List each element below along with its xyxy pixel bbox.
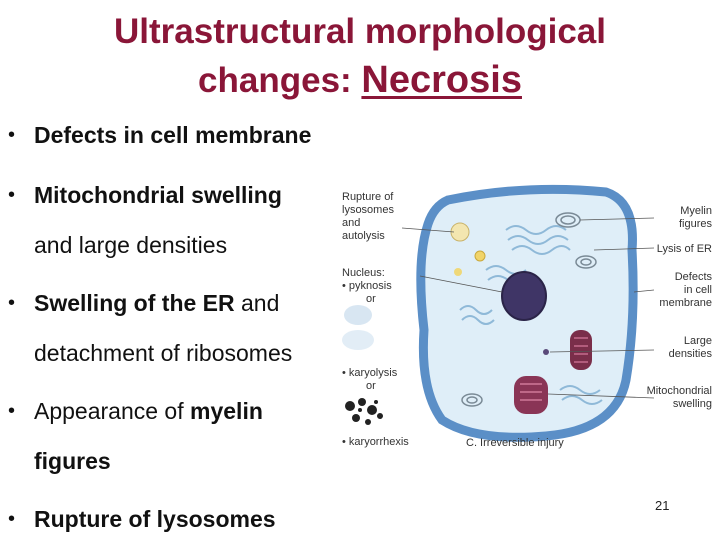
page-number: 21 <box>655 498 670 513</box>
label-nucleus-2: • pyknosis <box>342 280 392 292</box>
pyknotic-nucleus <box>344 305 372 325</box>
bullet-myelin-cont: figures <box>34 448 111 474</box>
large-density <box>543 349 549 355</box>
lysosome <box>454 268 462 276</box>
bullet-dot: • <box>8 124 16 146</box>
right-labels <box>647 205 713 410</box>
bullet-membrane-defects: Defects in cell membrane <box>34 122 312 148</box>
label-mito-2: swelling <box>672 398 712 410</box>
bullet-er-swelling-cont: detachment of ribosomes <box>34 340 293 366</box>
bullet-mito-swelling: Mitochondrial swelling <box>34 182 282 208</box>
label-nucleus-3: or <box>366 293 376 305</box>
label-lysosomes-4: autolysis <box>342 230 385 242</box>
nucleus <box>502 272 546 320</box>
label-large-1: Large <box>683 335 712 347</box>
label-defects-2: in cell <box>683 284 712 296</box>
bullet-dot: • <box>8 400 16 422</box>
label-lysosomes-1: Rupture of <box>342 191 394 203</box>
label-mito-1: Mitochondrial <box>646 385 712 397</box>
title-line-2-prefix: changes: <box>198 61 362 100</box>
mitochondrion <box>570 330 592 370</box>
label-lysosomes-2: lysosomes <box>342 204 394 216</box>
karyorrhexis-fragments <box>345 398 383 425</box>
bullet-lysosome-rupture: Rupture of lysosomes <box>34 506 276 532</box>
bullet-dot: • <box>8 184 16 206</box>
figure-caption: C. Irreversible injury <box>466 437 564 449</box>
bullet-er-swelling <box>34 290 279 317</box>
lysosome <box>475 251 485 261</box>
myelin-normal: Appearance of <box>34 398 191 424</box>
bullet-mito-swelling-cont: and large densities <box>34 232 228 258</box>
label-defects-3: membrane <box>659 297 712 309</box>
cell-illustration <box>336 180 720 455</box>
bullet-myelin <box>34 398 263 425</box>
label-karyorrhexis: • karyorrhexis <box>342 436 409 448</box>
cell-injury-figure <box>336 180 720 455</box>
title-line-1: Ultrastructural morphological <box>113 12 607 51</box>
er-swelling-normal: and <box>234 290 280 316</box>
bullet-dot: • <box>8 508 16 530</box>
label-karyolysis-2: or <box>366 380 376 392</box>
label-nucleus-1: Nucleus: <box>342 267 385 279</box>
label-large-2: densities <box>668 348 712 360</box>
bullet-dot: • <box>8 292 16 314</box>
title-emphasis: Necrosis <box>361 59 522 101</box>
label-myelin-2: figures <box>678 218 712 230</box>
mitochondrion <box>514 376 548 414</box>
label-er: Lysis of ER <box>656 243 712 255</box>
label-defects-1: Defects <box>674 271 712 283</box>
myelin-bold: myelin <box>190 398 263 424</box>
label-myelin-1: Myelin <box>680 205 712 217</box>
karyolysis-nucleus <box>342 330 374 350</box>
er-swelling-bold: Swelling of the ER <box>34 290 235 316</box>
label-karyolysis-1: • karyolysis <box>342 367 398 379</box>
label-lysosomes-3: and <box>342 217 361 229</box>
